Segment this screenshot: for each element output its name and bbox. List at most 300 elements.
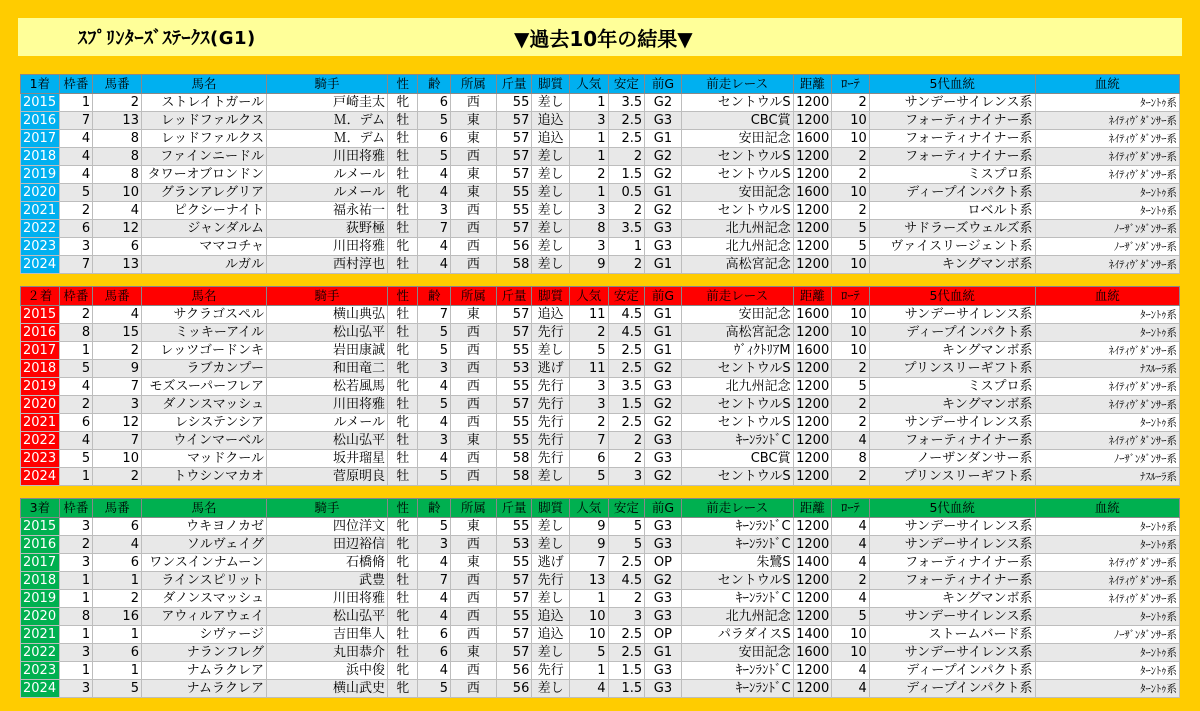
cell-sex: 牝 xyxy=(387,680,418,698)
cell-pedigree: キングマンボ系 xyxy=(869,342,1035,360)
cell-waku: 2 xyxy=(59,306,93,324)
cell-prev-race: 安田記念 xyxy=(681,130,793,148)
cell-sex: 牡 xyxy=(387,202,418,220)
cell-age: 4 xyxy=(418,166,451,184)
cell-rotation: 4 xyxy=(832,554,870,572)
column-header-age: 齢 xyxy=(418,75,451,94)
cell-stable: 西 xyxy=(451,256,497,274)
finish-position-label: 3着 xyxy=(21,499,60,518)
table-row xyxy=(21,662,1180,680)
cell-lineage: ﾀｰﾝﾄｩ系 xyxy=(1035,644,1179,662)
cell-style: 差し xyxy=(532,238,570,256)
column-header-pedigree: 5代血統 xyxy=(869,287,1035,306)
cell-stability: 1.5 xyxy=(608,396,645,414)
column-header-stability: 安定 xyxy=(608,499,645,518)
column-header-prev-race: 前走レース xyxy=(681,75,793,94)
cell-popularity: 5 xyxy=(569,468,608,486)
cell-year: 2015 xyxy=(21,518,60,536)
cell-year: 2017 xyxy=(21,130,60,148)
table-row xyxy=(21,626,1180,644)
cell-rotation: 2 xyxy=(832,166,870,184)
cell-jockey: ルメール xyxy=(267,184,388,202)
cell-jockey: 松若風馬 xyxy=(267,378,388,396)
cell-prev-grade: G2 xyxy=(645,414,682,432)
table-row xyxy=(21,324,1180,342)
table-row xyxy=(21,184,1180,202)
cell-popularity: 1 xyxy=(569,184,608,202)
cell-style: 差し xyxy=(532,220,570,238)
cell-age: 4 xyxy=(418,590,451,608)
cell-waku: 1 xyxy=(59,94,93,112)
cell-lineage: ﾉｰｻﾞﾝﾀﾞﾝｻｰ系 xyxy=(1035,450,1179,468)
cell-stability: 2.5 xyxy=(608,554,645,572)
cell-lineage: ﾈｲﾃｨｳﾞﾀﾞﾝｻｰ系 xyxy=(1035,130,1179,148)
cell-sex: 牡 xyxy=(387,166,418,184)
column-header-lineage: 血統 xyxy=(1035,75,1179,94)
cell-prev-race: ｷｰﾝﾗﾝﾄﾞC xyxy=(681,518,793,536)
cell-year: 2020 xyxy=(21,396,60,414)
column-header-prev-grade: 前G xyxy=(645,75,682,94)
cell-waku: 4 xyxy=(59,378,93,396)
cell-style: 差し xyxy=(532,148,570,166)
cell-age: 4 xyxy=(418,450,451,468)
table-row xyxy=(21,590,1180,608)
table-row xyxy=(21,644,1180,662)
table-row xyxy=(21,554,1180,572)
cell-pedigree: サンデーサイレンス系 xyxy=(869,414,1035,432)
cell-style: 先行 xyxy=(532,450,570,468)
cell-pedigree: キングマンボ系 xyxy=(869,396,1035,414)
cell-weight: 55 xyxy=(496,518,532,536)
column-header-popularity: 人気 xyxy=(569,499,608,518)
cell-stable: 東 xyxy=(451,166,497,184)
cell-weight: 57 xyxy=(496,590,532,608)
cell-umaban: 6 xyxy=(93,644,142,662)
cell-prev-grade: G1 xyxy=(645,256,682,274)
cell-age: 5 xyxy=(418,680,451,698)
cell-distance: 1200 xyxy=(793,608,832,626)
cell-age: 5 xyxy=(418,518,451,536)
cell-horse: ナランフレグ xyxy=(141,644,266,662)
cell-umaban: 2 xyxy=(93,94,142,112)
cell-popularity: 1 xyxy=(569,130,608,148)
cell-age: 4 xyxy=(418,414,451,432)
cell-rotation: 10 xyxy=(832,184,870,202)
cell-stable: 西 xyxy=(451,450,497,468)
cell-lineage: ﾈｲﾃｨｳﾞﾀﾞﾝｻｰ系 xyxy=(1035,342,1179,360)
cell-jockey: 四位洋文 xyxy=(267,518,388,536)
cell-popularity: 9 xyxy=(569,256,608,274)
cell-weight: 57 xyxy=(496,396,532,414)
cell-distance: 1200 xyxy=(793,148,832,166)
cell-year: 2016 xyxy=(21,324,60,342)
cell-year: 2018 xyxy=(21,572,60,590)
cell-jockey: 菅原明良 xyxy=(267,468,388,486)
cell-umaban: 10 xyxy=(93,450,142,468)
cell-prev-race: 北九州記念 xyxy=(681,238,793,256)
cell-style: 先行 xyxy=(532,432,570,450)
cell-distance: 1200 xyxy=(793,518,832,536)
cell-distance: 1200 xyxy=(793,590,832,608)
table-row xyxy=(21,360,1180,378)
cell-lineage: ﾈｲﾃｨｳﾞﾀﾞﾝｻｰ系 xyxy=(1035,148,1179,166)
cell-distance: 1200 xyxy=(793,166,832,184)
table-row xyxy=(21,414,1180,432)
cell-stable: 西 xyxy=(451,680,497,698)
cell-weight: 55 xyxy=(496,184,532,202)
cell-waku: 3 xyxy=(59,680,93,698)
cell-umaban: 2 xyxy=(93,342,142,360)
cell-umaban: 15 xyxy=(93,324,142,342)
cell-prev-grade: G3 xyxy=(645,378,682,396)
cell-age: 4 xyxy=(418,238,451,256)
cell-umaban: 6 xyxy=(93,518,142,536)
cell-rotation: 2 xyxy=(832,414,870,432)
cell-prev-race: ｳﾞｨｸﾄﾘｱM xyxy=(681,342,793,360)
cell-popularity: 3 xyxy=(569,202,608,220)
cell-stable: 東 xyxy=(451,306,497,324)
column-header-prev-race: 前走レース xyxy=(681,499,793,518)
cell-stability: 3 xyxy=(608,608,645,626)
cell-style: 差し xyxy=(532,184,570,202)
cell-prev-race: セントウルS xyxy=(681,572,793,590)
cell-prev-grade: G1 xyxy=(645,184,682,202)
table-row xyxy=(21,518,1180,536)
column-header-lineage: 血統 xyxy=(1035,287,1179,306)
cell-prev-grade: G2 xyxy=(645,202,682,220)
column-header-horse: 馬名 xyxy=(141,287,266,306)
cell-stability: 2 xyxy=(608,432,645,450)
cell-sex: 牡 xyxy=(387,130,418,148)
column-header-popularity: 人気 xyxy=(569,287,608,306)
cell-pedigree: ノーザンダンサー系 xyxy=(869,450,1035,468)
cell-waku: 2 xyxy=(59,202,93,220)
cell-sex: 牡 xyxy=(387,626,418,644)
cell-distance: 1200 xyxy=(793,360,832,378)
cell-weight: 53 xyxy=(496,360,532,378)
cell-distance: 1200 xyxy=(793,94,832,112)
cell-horse: レッドファルクス xyxy=(141,112,266,130)
cell-year: 2016 xyxy=(21,536,60,554)
column-header-age: 齢 xyxy=(418,499,451,518)
cell-lineage: ﾈｲﾃｨｳﾞﾀﾞﾝｻｰ系 xyxy=(1035,378,1179,396)
cell-sex: 牝 xyxy=(387,342,418,360)
column-header-stable: 所属 xyxy=(451,75,497,94)
cell-jockey: 松山弘平 xyxy=(267,324,388,342)
cell-jockey: 川田将雅 xyxy=(267,396,388,414)
cell-style: 差し xyxy=(532,680,570,698)
cell-popularity: 10 xyxy=(569,626,608,644)
cell-stable: 西 xyxy=(451,414,497,432)
cell-rotation: 4 xyxy=(832,536,870,554)
cell-prev-grade: G3 xyxy=(645,432,682,450)
column-header-weight: 斤量 xyxy=(496,499,532,518)
cell-prev-grade: OP xyxy=(645,626,682,644)
cell-lineage: ﾈｲﾃｨｳﾞﾀﾞﾝｻｰ系 xyxy=(1035,572,1179,590)
cell-prev-grade: G3 xyxy=(645,518,682,536)
cell-jockey: 丸田恭介 xyxy=(267,644,388,662)
cell-year: 2023 xyxy=(21,662,60,680)
column-header-weight: 斤量 xyxy=(496,75,532,94)
cell-umaban: 4 xyxy=(93,202,142,220)
cell-year: 2019 xyxy=(21,590,60,608)
cell-stable: 東 xyxy=(451,130,497,148)
cell-lineage: ﾉｰｻﾞﾝﾀﾞﾝｻｰ系 xyxy=(1035,626,1179,644)
column-header-age: 齢 xyxy=(418,287,451,306)
cell-jockey: Ｍ．デム xyxy=(267,130,388,148)
cell-waku: 4 xyxy=(59,130,93,148)
cell-stable: 西 xyxy=(451,238,497,256)
table-row xyxy=(21,166,1180,184)
cell-stability: 4.5 xyxy=(608,572,645,590)
cell-distance: 1200 xyxy=(793,202,832,220)
cell-lineage: ﾅｽﾙｰﾗ系 xyxy=(1035,360,1179,378)
cell-stable: 西 xyxy=(451,590,497,608)
cell-rotation: 4 xyxy=(832,518,870,536)
cell-waku: 3 xyxy=(59,644,93,662)
cell-year: 2015 xyxy=(21,94,60,112)
results-table-second xyxy=(20,286,1180,486)
cell-lineage: ﾀｰﾝﾄｩ系 xyxy=(1035,202,1179,220)
cell-popularity: 11 xyxy=(569,306,608,324)
cell-weight: 58 xyxy=(496,468,532,486)
cell-stability: 2 xyxy=(608,148,645,166)
cell-year: 2022 xyxy=(21,432,60,450)
cell-popularity: 2 xyxy=(569,166,608,184)
cell-pedigree: ストームバード系 xyxy=(869,626,1035,644)
column-header-pedigree: 5代血統 xyxy=(869,75,1035,94)
cell-popularity: 1 xyxy=(569,148,608,166)
cell-pedigree: プリンスリーギフト系 xyxy=(869,360,1035,378)
cell-waku: 1 xyxy=(59,468,93,486)
cell-horse: ダノンスマッシュ xyxy=(141,590,266,608)
cell-horse: ワンスインナムーン xyxy=(141,554,266,572)
cell-horse: ウキヨノカゼ xyxy=(141,518,266,536)
column-header-distance: 距離 xyxy=(793,499,832,518)
cell-pedigree: キングマンボ系 xyxy=(869,590,1035,608)
cell-stability: 2.5 xyxy=(608,644,645,662)
cell-jockey: 福永祐一 xyxy=(267,202,388,220)
cell-lineage: ﾀｰﾝﾄｩ系 xyxy=(1035,608,1179,626)
cell-stability: 5 xyxy=(608,536,645,554)
cell-prev-grade: G3 xyxy=(645,662,682,680)
cell-style: 追込 xyxy=(532,626,570,644)
cell-prev-grade: G2 xyxy=(645,166,682,184)
cell-stability: 0.5 xyxy=(608,184,645,202)
cell-stable: 西 xyxy=(451,220,497,238)
cell-pedigree: フォーティナイナー系 xyxy=(869,148,1035,166)
cell-lineage: ﾀｰﾝﾄｩ系 xyxy=(1035,414,1179,432)
cell-prev-race: 北九州記念 xyxy=(681,378,793,396)
cell-weight: 57 xyxy=(496,626,532,644)
table-row xyxy=(21,342,1180,360)
cell-weight: 55 xyxy=(496,432,532,450)
cell-lineage: ﾈｲﾃｨｳﾞﾀﾞﾝｻｰ系 xyxy=(1035,396,1179,414)
cell-lineage: ﾉｰｻﾞﾝﾀﾞﾝｻｰ系 xyxy=(1035,220,1179,238)
cell-age: 7 xyxy=(418,220,451,238)
cell-umaban: 8 xyxy=(93,148,142,166)
cell-popularity: 9 xyxy=(569,518,608,536)
cell-stable: 西 xyxy=(451,202,497,220)
column-header-popularity: 人気 xyxy=(569,75,608,94)
cell-popularity: 11 xyxy=(569,360,608,378)
cell-prev-grade: G3 xyxy=(645,450,682,468)
cell-age: 6 xyxy=(418,626,451,644)
cell-weight: 57 xyxy=(496,166,532,184)
column-header-prev-race: 前走レース xyxy=(681,287,793,306)
cell-year: 2024 xyxy=(21,256,60,274)
cell-horse: ミッキーアイル xyxy=(141,324,266,342)
cell-prev-grade: G2 xyxy=(645,148,682,166)
cell-prev-race: ｷｰﾝﾗﾝﾄﾞC xyxy=(681,590,793,608)
cell-sex: 牡 xyxy=(387,432,418,450)
cell-waku: 1 xyxy=(59,342,93,360)
cell-stable: 西 xyxy=(451,468,497,486)
cell-age: 3 xyxy=(418,360,451,378)
cell-popularity: 2 xyxy=(569,324,608,342)
cell-stability: 5 xyxy=(608,518,645,536)
cell-rotation: 2 xyxy=(832,202,870,220)
cell-rotation: 2 xyxy=(832,396,870,414)
cell-style: 先行 xyxy=(532,378,570,396)
column-header-horse: 馬名 xyxy=(141,75,266,94)
cell-stable: 西 xyxy=(451,608,497,626)
cell-stability: 1.5 xyxy=(608,680,645,698)
cell-popularity: 8 xyxy=(569,220,608,238)
cell-lineage: ﾈｲﾃｨｳﾞﾀﾞﾝｻｰ系 xyxy=(1035,432,1179,450)
cell-waku: 6 xyxy=(59,414,93,432)
cell-waku: 1 xyxy=(59,572,93,590)
cell-year: 2015 xyxy=(21,306,60,324)
cell-popularity: 7 xyxy=(569,554,608,572)
cell-prev-grade: G1 xyxy=(645,324,682,342)
column-header-style: 脚質 xyxy=(532,499,570,518)
cell-popularity: 9 xyxy=(569,536,608,554)
cell-distance: 1200 xyxy=(793,256,832,274)
cell-horse: ピクシーナイト xyxy=(141,202,266,220)
cell-jockey: 吉田隼人 xyxy=(267,626,388,644)
cell-prev-grade: G1 xyxy=(645,130,682,148)
cell-popularity: 13 xyxy=(569,572,608,590)
cell-jockey: 岩田康誠 xyxy=(267,342,388,360)
cell-age: 6 xyxy=(418,644,451,662)
cell-distance: 1600 xyxy=(793,306,832,324)
cell-stability: 3 xyxy=(608,468,645,486)
cell-weight: 58 xyxy=(496,256,532,274)
cell-sex: 牡 xyxy=(387,220,418,238)
cell-rotation: 5 xyxy=(832,220,870,238)
column-header-rotation: ﾛｰﾃ xyxy=(832,75,870,94)
cell-stable: 東 xyxy=(451,432,497,450)
table-row xyxy=(21,112,1180,130)
cell-age: 4 xyxy=(418,662,451,680)
cell-umaban: 8 xyxy=(93,130,142,148)
column-header-distance: 距離 xyxy=(793,287,832,306)
cell-waku: 4 xyxy=(59,148,93,166)
cell-horse: ソルヴェイグ xyxy=(141,536,266,554)
cell-weight: 58 xyxy=(496,450,532,468)
cell-age: 4 xyxy=(418,184,451,202)
cell-distance: 1200 xyxy=(793,468,832,486)
cell-prev-race: セントウルS xyxy=(681,202,793,220)
cell-year: 2018 xyxy=(21,360,60,378)
cell-pedigree: ヴァイスリージェント系 xyxy=(869,238,1035,256)
cell-pedigree: サドラーズウェルズ系 xyxy=(869,220,1035,238)
race-title: ｽﾌﾟﾘﾝﾀｰｽﾞｽﾃｰｸｽ(G1) xyxy=(78,28,256,49)
cell-prev-race: 北九州記念 xyxy=(681,220,793,238)
cell-stable: 西 xyxy=(451,572,497,590)
cell-waku: 5 xyxy=(59,184,93,202)
cell-rotation: 10 xyxy=(832,626,870,644)
cell-distance: 1200 xyxy=(793,414,832,432)
cell-year: 2020 xyxy=(21,184,60,202)
cell-stability: 4.5 xyxy=(608,306,645,324)
cell-distance: 1400 xyxy=(793,554,832,572)
cell-style: 先行 xyxy=(532,324,570,342)
cell-umaban: 9 xyxy=(93,360,142,378)
column-header-lineage: 血統 xyxy=(1035,499,1179,518)
cell-year: 2024 xyxy=(21,468,60,486)
cell-style: 差し xyxy=(532,342,570,360)
cell-weight: 57 xyxy=(496,220,532,238)
cell-horse: ナムラクレア xyxy=(141,662,266,680)
cell-stable: 東 xyxy=(451,518,497,536)
cell-umaban: 8 xyxy=(93,166,142,184)
cell-weight: 55 xyxy=(496,378,532,396)
cell-rotation: 10 xyxy=(832,644,870,662)
table-row xyxy=(21,256,1180,274)
cell-year: 2017 xyxy=(21,342,60,360)
cell-prev-grade: G3 xyxy=(645,680,682,698)
cell-age: 5 xyxy=(418,148,451,166)
cell-distance: 1200 xyxy=(793,112,832,130)
cell-style: 差し xyxy=(532,202,570,220)
table-header xyxy=(21,287,1180,306)
cell-lineage: ﾀｰﾝﾄｩ系 xyxy=(1035,536,1179,554)
cell-jockey: 横山武史 xyxy=(267,680,388,698)
cell-jockey: 川田将雅 xyxy=(267,590,388,608)
cell-prev-grade: G2 xyxy=(645,94,682,112)
cell-stable: 西 xyxy=(451,148,497,166)
cell-style: 逃げ xyxy=(532,360,570,378)
column-header-stable: 所属 xyxy=(451,499,497,518)
cell-stability: 2.5 xyxy=(608,130,645,148)
cell-horse: レシステンシア xyxy=(141,414,266,432)
cell-sex: 牝 xyxy=(387,360,418,378)
cell-jockey: ルメール xyxy=(267,414,388,432)
cell-style: 差し xyxy=(532,536,570,554)
cell-age: 3 xyxy=(418,432,451,450)
cell-horse: モズスーパーフレア xyxy=(141,378,266,396)
cell-stable: 西 xyxy=(451,360,497,378)
column-header-rotation: ﾛｰﾃ xyxy=(832,499,870,518)
cell-stability: 2.5 xyxy=(608,414,645,432)
cell-distance: 1200 xyxy=(793,662,832,680)
cell-lineage: ﾀｰﾝﾄｩ系 xyxy=(1035,324,1179,342)
cell-style: 差し xyxy=(532,94,570,112)
table-row xyxy=(21,238,1180,256)
cell-umaban: 1 xyxy=(93,572,142,590)
cell-style: 差し xyxy=(532,590,570,608)
cell-umaban: 12 xyxy=(93,414,142,432)
cell-prev-grade: G2 xyxy=(645,360,682,378)
cell-distance: 1200 xyxy=(793,450,832,468)
cell-umaban: 13 xyxy=(93,256,142,274)
cell-waku: 5 xyxy=(59,360,93,378)
cell-age: 5 xyxy=(418,112,451,130)
cell-pedigree: ロベルト系 xyxy=(869,202,1035,220)
cell-stability: 3.5 xyxy=(608,220,645,238)
